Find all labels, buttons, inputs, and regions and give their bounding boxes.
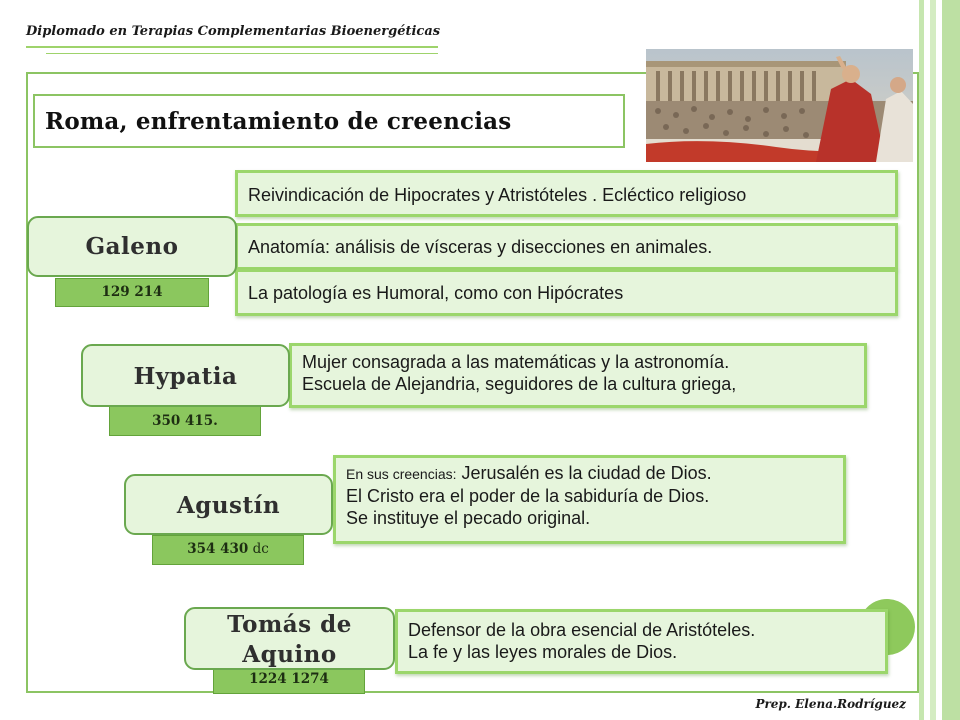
agustin-dates (152, 535, 304, 565)
hypatia-line-1: Mujer consagrada a las matemáticas y la astronomía. (302, 352, 730, 372)
agustin-line-2: El Cristo era el poder de la sabiduría de Dios. (346, 486, 710, 506)
header-rule (26, 46, 438, 48)
slide-title: Roma, enfrentamiento de creencias (33, 94, 625, 148)
agustin-dates-value: 354 430 (187, 541, 249, 557)
agustin-dates-suffix: dc (248, 541, 269, 557)
agustin-info (333, 455, 846, 544)
side-stripe (930, 0, 936, 720)
galeno-line-3: La patología es Humoral, como con Hipócrates (248, 283, 624, 303)
galeno-info-1 (235, 170, 898, 217)
galeno-line-2: Anatomía: análisis de vísceras y disecciones en animales. (248, 237, 713, 257)
agustin-line-1-rest: Jerusalén es la ciudad de Dios. (456, 463, 712, 483)
tomas-line-1: Defensor de la obra esencial de Aristóteles. (408, 620, 756, 640)
galeno-info-3 (235, 269, 898, 316)
header-rule (46, 53, 438, 54)
hypatia-line-2: Escuela de Alejandria, seguidores de la cultura griega, (302, 374, 737, 394)
agustin-line-3: Se instituye el pecado original. (346, 508, 591, 528)
tomas-dates: 1224 1274 (213, 666, 365, 694)
author-credit: Prep. Elena.Rodríguez (755, 697, 906, 711)
frame-top-border (26, 72, 646, 74)
side-stripe (919, 0, 924, 720)
galeno-info-2 (235, 223, 898, 270)
frame-top-border (912, 72, 919, 74)
galeno-dates: 129 214 (55, 278, 209, 307)
agustin-name: Agustín (124, 474, 333, 535)
galeno-name: Galeno (27, 216, 237, 277)
side-stripe (942, 0, 960, 720)
galeno-line-1: Reivindicación de Hipocrates y Atristóteles . Ecléctico religioso (248, 185, 747, 205)
tomas-name: Tomás de Aquino (184, 607, 395, 670)
hypatia-dates: 350 415. (109, 405, 261, 436)
course-subtitle: Diplomado en Terapias Complementarias Bioenergéticas (26, 24, 441, 39)
agustin-line-1-prefix: En sus creencias: (346, 466, 457, 482)
tomas-line-2: La fe y las leyes morales de Dios. (408, 642, 678, 662)
hypatia-info (289, 343, 867, 408)
rome-colosseum-image (646, 49, 913, 162)
hypatia-name: Hypatia (81, 344, 290, 407)
agustin-line-1 (346, 462, 833, 485)
tomas-info (395, 609, 888, 674)
